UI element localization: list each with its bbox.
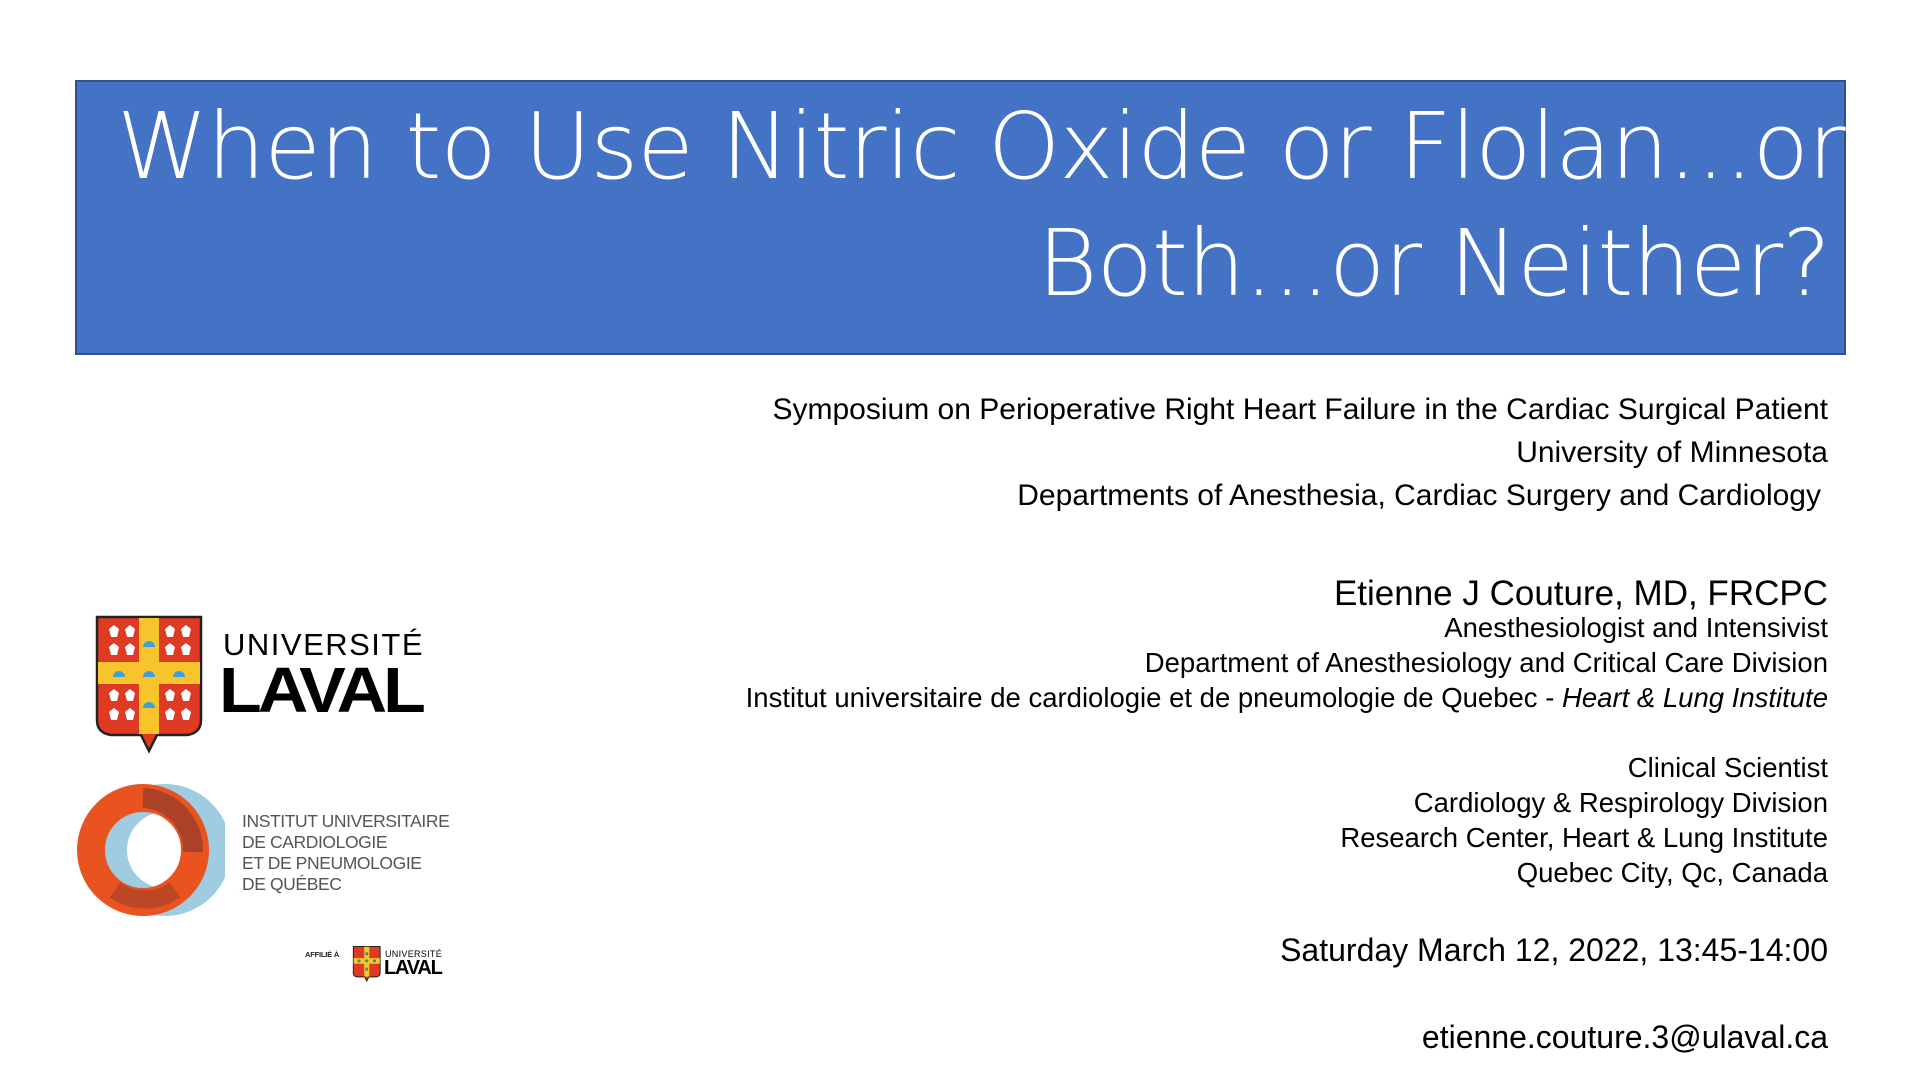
affiliation-word-universite: UNIVERSITÉ [385, 949, 443, 959]
title-line-2: Both...or Neither? [1037, 210, 1830, 317]
iucpq-line-3: ET DE PNEUMOLOGIE [242, 853, 422, 873]
iucpq-logo [75, 780, 455, 920]
institute-prefix: Institut universitaire de cardiologie et de pneumologie de Quebec - [745, 682, 1562, 713]
symposium-university: University of Minnesota [1516, 436, 1828, 469]
title-line-1: When to Use Nitric Oxide or Flolan...or [117, 93, 1845, 200]
slide-title [117, 88, 1845, 322]
laval-logo-word-universite: UNIVERSITÉ [223, 627, 425, 662]
institute-english-name: Heart & Lung Institute [1562, 682, 1828, 713]
author-affiliations [746, 610, 1828, 715]
symposium-departments: Departments of Anesthesia, Cardiac Surgery and Cardiology [1017, 479, 1821, 512]
affiliation-label: AFFILIÉ À [305, 950, 340, 959]
symposium-name: Symposium on Perioperative Right Heart Failure in the Cardiac Surgical Patient [772, 393, 1828, 426]
author-department: Department of Anesthesiology and Critical Care Division [1144, 647, 1828, 678]
scientist-info [1340, 750, 1828, 890]
universite-laval-logo [95, 615, 435, 755]
scientist-division: Cardiology & Respirology Division [1413, 787, 1828, 818]
laval-logo-word-laval: LAVAL [219, 654, 422, 726]
symposium-info [773, 388, 1829, 517]
author-email: etienne.couture.3@ulaval.ca [1421, 1019, 1828, 1055]
scientist-research-center: Research Center, Heart & Lung Institute [1340, 822, 1828, 853]
laval-crest-icon [95, 615, 205, 755]
affiliation-word-laval: LAVAL [384, 957, 442, 979]
author-role: Anesthesiologist and Intensivist [1444, 612, 1828, 643]
iucpq-line-1: INSTITUT UNIVERSITAIRE [242, 811, 450, 831]
title-banner [75, 80, 1846, 355]
iucpq-logo-text [242, 811, 449, 895]
small-laval-crest-icon [352, 946, 382, 982]
scientist-title: Clinical Scientist [1627, 752, 1828, 783]
presentation-date: Saturday March 12, 2022, 13:45-14:00 [1280, 932, 1828, 968]
iucpq-rings-icon [75, 780, 225, 920]
iucpq-line-4: DE QUÉBEC [242, 874, 342, 894]
author-institute [746, 680, 1828, 715]
affiliation-badge [305, 945, 445, 985]
scientist-location: Quebec City, Qc, Canada [1516, 857, 1828, 888]
author-name: Etienne J Couture, MD, FRCPC [1333, 574, 1828, 613]
iucpq-line-2: DE CARDIOLOGIE [242, 832, 388, 852]
